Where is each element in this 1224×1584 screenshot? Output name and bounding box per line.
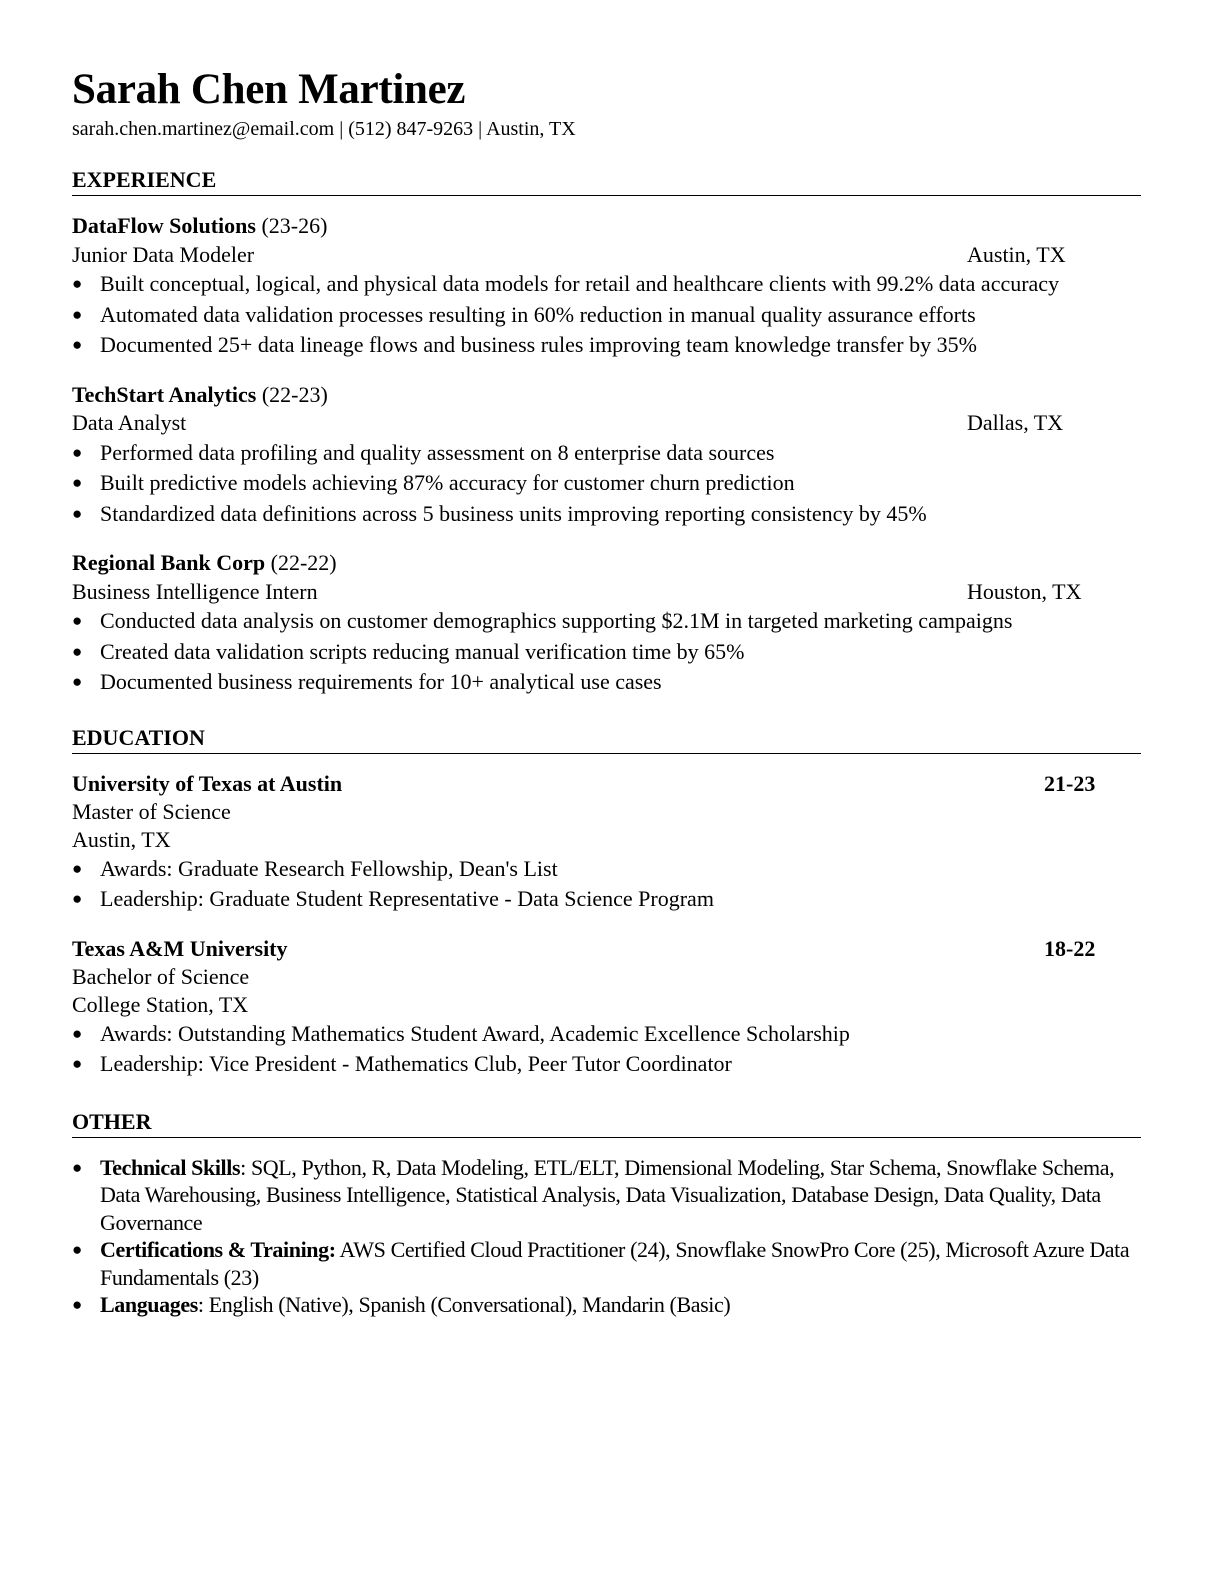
company-name: TechStart Analytics <box>72 381 257 407</box>
bullet-text: Created data validation scripts reducing manual verification time by 65% <box>100 638 745 664</box>
school-entry <box>72 935 1141 1080</box>
job-years: (23-26) <box>261 213 328 238</box>
school-location: College Station, TX <box>72 991 249 1017</box>
bullet-icon: ● <box>72 442 83 462</box>
job-years: (22-23) <box>261 381 328 407</box>
bullet-icon: ● <box>72 641 83 661</box>
job-bullets <box>72 438 1141 530</box>
item-label: Certifications & Training: <box>100 1237 336 1262</box>
school-header <box>72 770 1141 798</box>
item-separator: : <box>240 1154 251 1180</box>
bullet-icon: ● <box>72 1295 82 1314</box>
bullet-text: Conducted data analysis on customer demographics supporting $2.1M in targeted marketing campaigns <box>100 608 1013 633</box>
item-separator: : <box>197 1292 209 1317</box>
bullet-item <box>72 438 1141 469</box>
school-header <box>72 935 1141 963</box>
job-title: Junior Data Modeler <box>72 241 255 267</box>
school-bullets <box>72 1019 1141 1080</box>
school-years: 21-23 <box>1044 770 1096 796</box>
job-bullets <box>72 606 1141 698</box>
school-bullets <box>72 854 1141 915</box>
school-location: Austin, TX <box>72 826 171 852</box>
certifications-item <box>72 1236 1141 1291</box>
degree: Master of Science <box>72 798 231 824</box>
other-heading: OTHER <box>72 1109 1141 1138</box>
contact-line: sarah.chen.martinez@email.com | (512) 847-9263 | Austin, TX <box>72 118 576 140</box>
job-role-row <box>72 409 1141 438</box>
bullet-item <box>72 1019 1141 1050</box>
resume-page <box>72 66 1141 1319</box>
education-heading: EDUCATION <box>72 725 1141 754</box>
bullet-item <box>72 667 1141 698</box>
bullet-item <box>72 468 1141 499</box>
bullet-icon: ● <box>72 611 83 630</box>
bullet-text: Leadership: Graduate Student Representative - Data Science Program <box>100 886 714 911</box>
item-label: Technical Skills <box>100 1154 241 1180</box>
bullet-icon: ● <box>72 889 83 908</box>
bullet-item <box>72 499 1141 530</box>
school-entry <box>72 770 1141 915</box>
bullet-item <box>72 300 1141 331</box>
item-text: AWS Certified Cloud Practitioner (24), Snowflake SnowPro Core (25), Microsoft Azure Data Fundamentals (23) <box>100 1237 1130 1290</box>
bullet-icon: ● <box>72 304 83 324</box>
bullet-icon: ● <box>72 1240 82 1259</box>
languages-item <box>72 1291 1141 1319</box>
bullet-text: Awards: Graduate Research Fellowship, Dean's List <box>100 855 558 881</box>
bullet-icon: ● <box>72 1054 83 1073</box>
degree: Bachelor of Science <box>72 963 250 989</box>
bullet-text: Performed data profiling and quality assessment on 8 enterprise data sources <box>100 439 775 465</box>
bullet-item <box>72 854 1141 885</box>
job-header <box>72 212 1141 241</box>
job-entry <box>72 549 1141 698</box>
bullet-item <box>72 269 1141 300</box>
job-title: Data Analyst <box>72 410 187 435</box>
bullet-text: Documented business requirements for 10+ analytical use cases <box>100 669 662 694</box>
job-header <box>72 549 1141 578</box>
bullet-item <box>72 884 1141 915</box>
bullet-item <box>72 637 1141 668</box>
bullet-icon: ● <box>72 335 83 354</box>
job-years: (22-22) <box>270 550 337 575</box>
bullet-icon: ● <box>72 274 83 293</box>
candidate-name: Sarah Chen Martinez <box>72 66 466 113</box>
job-role-row <box>72 241 1141 270</box>
bullet-icon: ● <box>72 858 83 878</box>
school-years: 18-22 <box>1044 935 1096 961</box>
experience-heading: EXPERIENCE <box>72 167 1141 196</box>
school-name: University of Texas at Austin <box>72 770 343 796</box>
school-name: Texas A&M University <box>72 935 288 961</box>
job-entry <box>72 212 1141 361</box>
bullet-icon: ● <box>72 503 83 523</box>
bullet-icon: ● <box>72 1023 83 1043</box>
bullet-text: Leadership: Vice President - Mathematics Club, Peer Tutor Coordinator <box>100 1051 732 1076</box>
bullet-text: Standardized data definitions across 5 business units improving reporting consistency by 45% <box>100 500 927 526</box>
job-location: Dallas, TX <box>967 410 1064 435</box>
job-location: Austin, TX <box>967 241 1066 267</box>
job-location: Houston, TX <box>967 578 1082 604</box>
bullet-icon: ● <box>72 473 83 492</box>
other-list <box>72 1154 1141 1319</box>
job-bullets <box>72 269 1141 361</box>
bullet-text: Awards: Outstanding Mathematics Student Award, Academic Excellence Scholarship <box>100 1020 850 1046</box>
bullet-item <box>72 606 1141 637</box>
bullet-text: Documented 25+ data lineage flows and business rules improving team knowledge transfer by 35% <box>100 332 977 357</box>
item-text: SQL, Python, R, Data Modeling, ETL/ELT, Dimensional Modeling, Star Schema, Snowflake Schema, Data Warehousing, Business Intelligence, Statistical Analysis, Data Visualization, Database Design, Data Quality, Data Governance <box>100 1154 1115 1235</box>
skills-item <box>72 1154 1141 1237</box>
bullet-text: Built conceptual, logical, and physical data models for retail and healthcare clients with 99.2% data accuracy <box>100 271 1060 296</box>
job-role-row <box>72 578 1141 607</box>
job-header <box>72 381 1141 410</box>
job-title: Business Intelligence Intern <box>72 578 318 604</box>
bullet-text: Automated data validation processes resulting in 60% reduction in manual quality assurance efforts <box>100 301 976 327</box>
company-name: DataFlow Solutions <box>72 213 256 238</box>
bullet-icon: ● <box>72 672 83 691</box>
bullet-item <box>72 1049 1141 1080</box>
job-entry <box>72 381 1141 530</box>
item-label: Languages <box>100 1292 198 1317</box>
bullet-icon: ● <box>72 1157 82 1177</box>
company-name: Regional Bank Corp <box>72 550 266 575</box>
bullet-item <box>72 330 1141 361</box>
bullet-text: Built predictive models achieving 87% accuracy for customer churn prediction <box>100 470 795 495</box>
item-text: English (Native), Spanish (Conversational), Mandarin (Basic) <box>208 1292 731 1317</box>
